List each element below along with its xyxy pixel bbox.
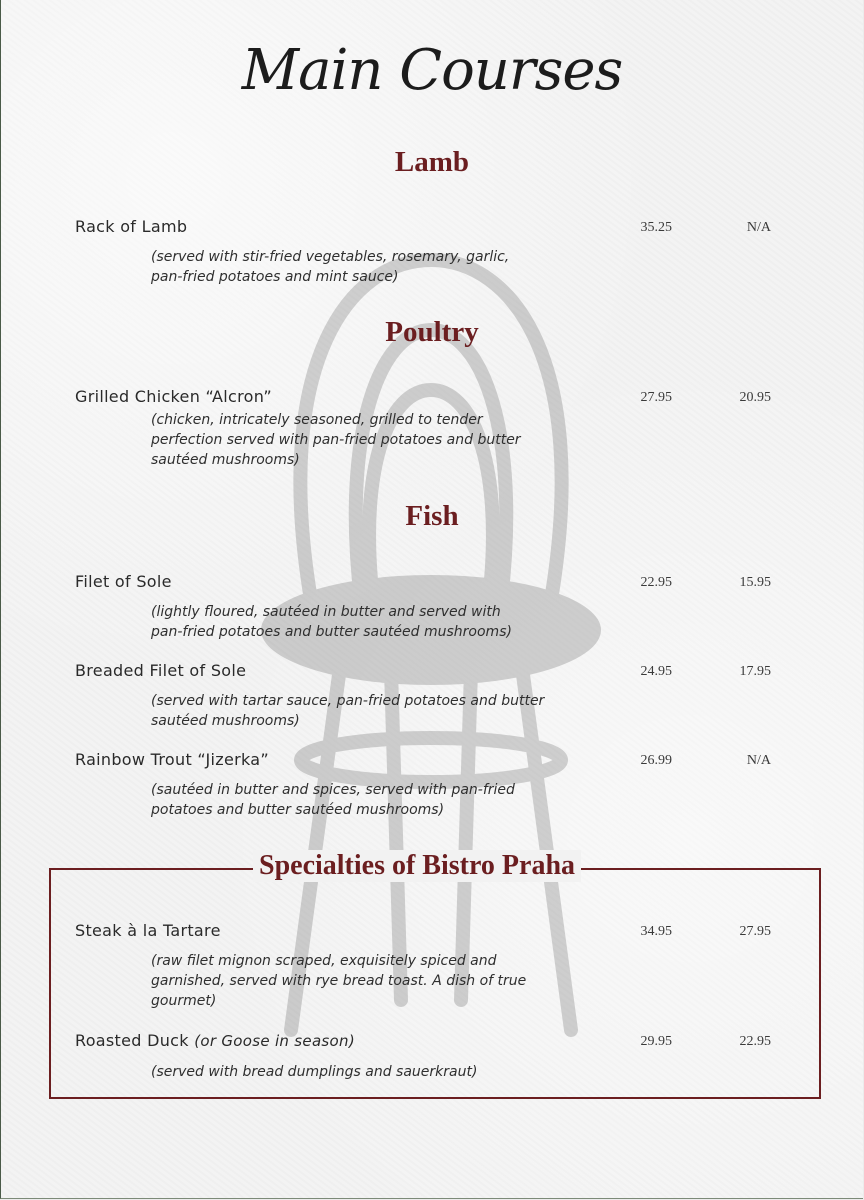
price-small: 27.95 (739, 924, 771, 939)
description-line: (served with tartar sauce, pan-fried potatoes and butter (151, 693, 545, 709)
item-name (75, 1031, 355, 1050)
description-line: gourmet) (151, 993, 217, 1009)
price-regular: 35.25 (640, 220, 672, 235)
price-regular: 34.95 (640, 924, 672, 939)
section-heading-specialties: Specialties of Bistro Praha (253, 850, 581, 882)
price-small: 17.95 (739, 664, 771, 679)
item-description (151, 951, 591, 1011)
description-line: garnished, served with rye bread toast. A dish of true (151, 973, 527, 989)
page-title: Main Courses (241, 38, 623, 103)
item-name: Rainbow Trout “Jizerka” (75, 750, 269, 769)
price-small: 20.95 (739, 390, 771, 405)
item-description (151, 410, 591, 470)
description-line: (raw filet mignon scraped, exquisitely spiced and (151, 953, 497, 969)
price-regular: 27.95 (640, 390, 672, 405)
price-regular: 24.95 (640, 664, 672, 679)
item-name-note: (or Goose in season) (194, 1032, 355, 1050)
item-name: Steak à la Tartare (75, 921, 221, 940)
description-line: pan-fried potatoes and mint sauce) (151, 269, 399, 285)
description-line: pan-fried potatoes and butter sautéed mushrooms) (151, 624, 512, 640)
item-description (151, 602, 591, 642)
item-name: Breaded Filet of Sole (75, 661, 247, 680)
description-line: (lightly floured, sautéed in butter and served with (151, 604, 501, 620)
item-description (151, 247, 591, 287)
item-description (151, 691, 591, 731)
price-regular: 29.95 (640, 1034, 672, 1049)
item-description (151, 780, 591, 820)
description-line: (served with bread dumplings and sauerkraut) (151, 1064, 478, 1080)
price-small: 22.95 (739, 1034, 771, 1049)
section-heading-fish: Fish (405, 500, 459, 532)
price-small: N/A (746, 753, 771, 768)
item-description (151, 1062, 591, 1082)
price-small: N/A (746, 220, 771, 235)
item-name-text: Roasted Duck (75, 1031, 189, 1050)
description-line: perfection served with pan-fried potatoes and butter (151, 432, 521, 448)
item-name: Grilled Chicken “Alcron” (75, 387, 272, 406)
description-line: potatoes and butter sautéed mushrooms) (151, 802, 445, 818)
description-line: (sautéed in butter and spices, served with pan-fried (151, 782, 515, 798)
section-heading-lamb: Lamb (394, 146, 470, 178)
item-name: Filet of Sole (75, 572, 172, 591)
description-line: (chicken, intricately seasoned, grilled to tender (151, 412, 483, 428)
description-line: (served with stir-fried vegetables, rosemary, garlic, (151, 249, 510, 265)
price-regular: 22.95 (640, 575, 672, 590)
section-heading-poultry: Poultry (385, 316, 479, 348)
description-line: sautéed mushrooms) (151, 452, 300, 468)
price-small: 15.95 (739, 575, 771, 590)
description-line: sautéed mushrooms) (151, 713, 300, 729)
price-regular: 26.99 (640, 753, 672, 768)
item-name: Rack of Lamb (75, 217, 188, 236)
